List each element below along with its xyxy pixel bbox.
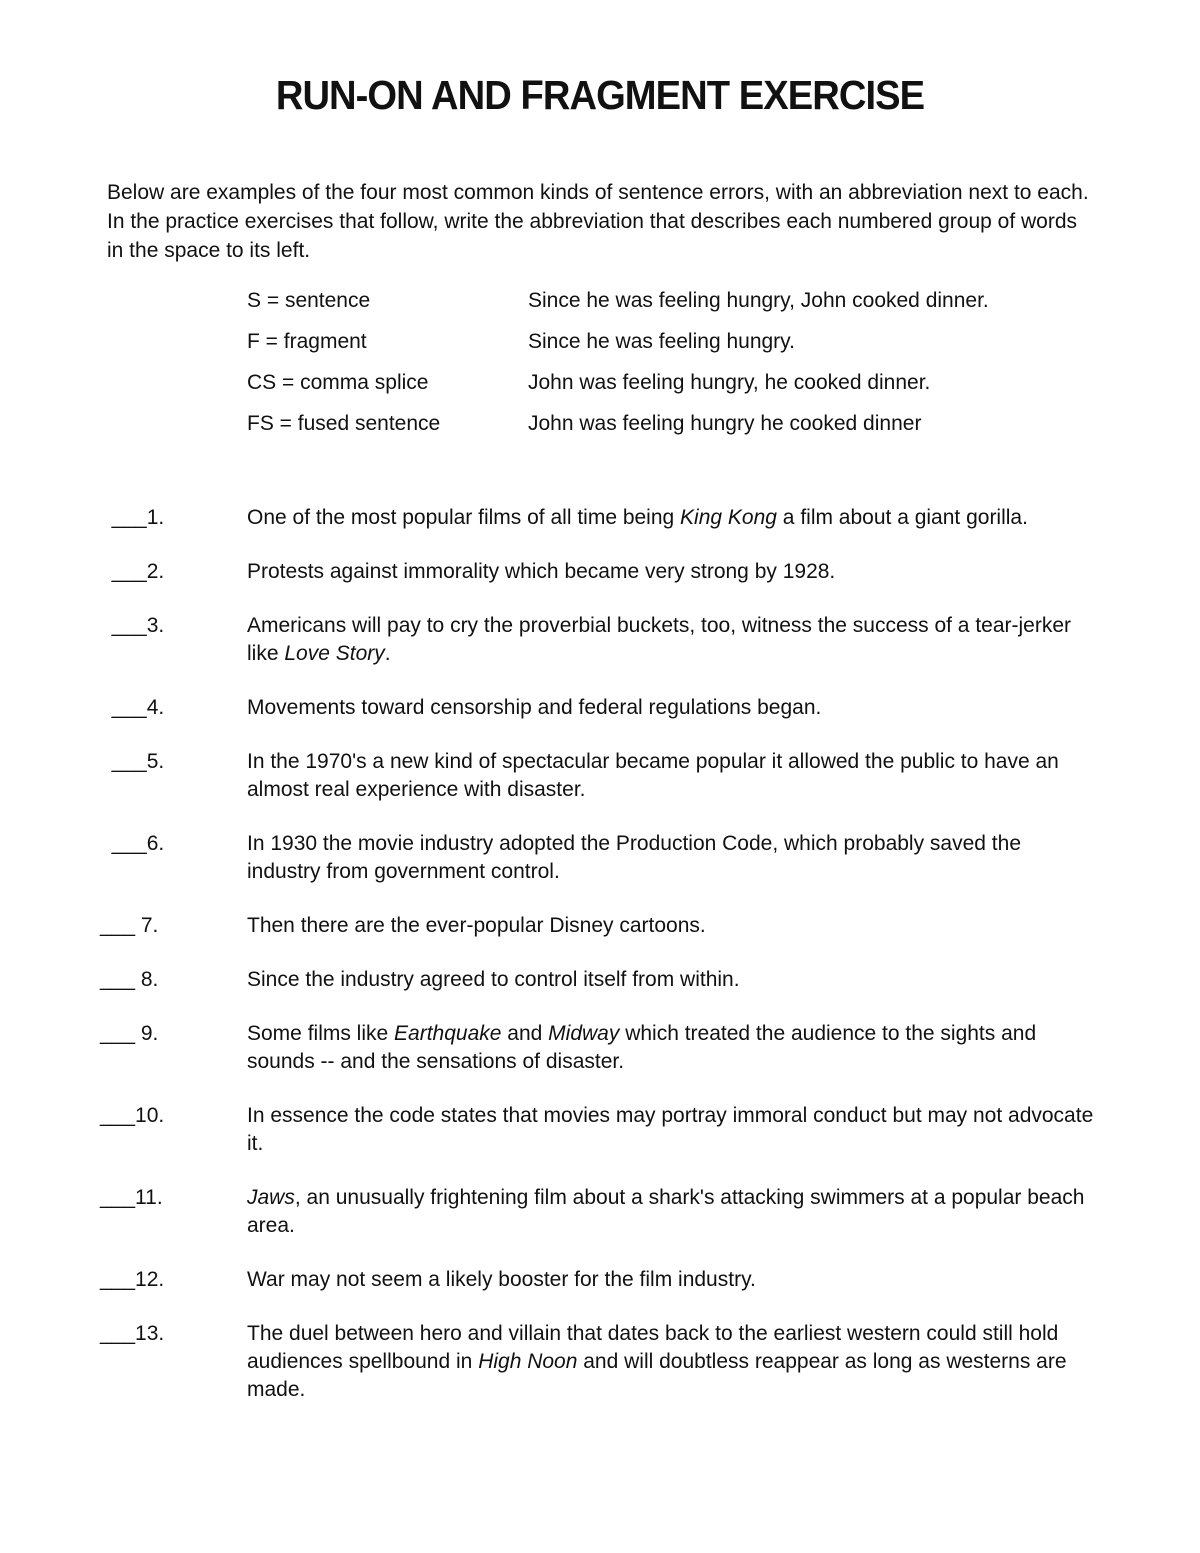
film-title: Earthquake	[394, 1022, 502, 1045]
legend-example: John was feeling hungry he cooked dinner	[528, 412, 922, 435]
legend-row	[247, 368, 1107, 409]
instructions-paragraph: Below are examples of the four most common kinds of sentence errors, with an abbreviation next to each. In the practice exercises that follow, write the abbreviation that describes each numbered group of words in the space to its left.	[107, 181, 1089, 262]
sentence-text: Protests against immorality which became very strong by 1928.	[247, 560, 836, 583]
exercise-item	[100, 1020, 1100, 1076]
film-title: Midway	[548, 1022, 620, 1045]
sentence-text: , an unusually frightening film about a shark's attacking swimmers at a popular beach area.	[247, 1186, 1085, 1237]
exercise-sentence	[247, 1266, 1100, 1294]
legend-row	[247, 409, 1107, 450]
exercise-sentence	[247, 694, 1100, 722]
sentence-text: Then there are the ever-popular Disney cartoons.	[247, 914, 706, 937]
abbreviation-legend	[247, 286, 1107, 450]
legend-abbreviation: F = fragment	[247, 330, 367, 353]
legend-row	[247, 286, 1107, 327]
answer-blank[interactable]: ___1.	[100, 506, 165, 529]
exercise-sentence	[247, 830, 1100, 886]
answer-blank[interactable]: ___ 9.	[100, 1022, 159, 1045]
exercise-item	[100, 612, 1100, 668]
film-title: Love Story	[284, 642, 385, 665]
answer-blank[interactable]: ___10.	[100, 1104, 165, 1127]
legend-abbreviation: CS = comma splice	[247, 371, 429, 394]
legend-abbreviation: FS = fused sentence	[247, 412, 441, 435]
sentence-text: Some films like	[247, 1022, 395, 1045]
film-title: Jaws	[247, 1186, 295, 1209]
exercise-sentence	[247, 1320, 1100, 1404]
sentence-text: In essence the code states that movies may portray immoral conduct but may not advocate it.	[247, 1104, 1094, 1155]
exercise-sentence	[247, 504, 1100, 532]
sentence-text: Since the industry agreed to control itself from within.	[247, 968, 740, 991]
legend-row	[247, 327, 1107, 368]
answer-blank[interactable]: ___3.	[100, 614, 165, 637]
exercise-sentence	[247, 966, 1100, 994]
sentence-text: War may not seem a likely booster for the film industry.	[247, 1268, 756, 1291]
sentence-text: Movements toward censorship and federal regulations began.	[247, 696, 822, 719]
sentence-text: .	[384, 642, 391, 665]
exercise-item	[100, 966, 1100, 994]
answer-blank[interactable]: ___2.	[100, 560, 165, 583]
exercise-sentence	[247, 612, 1100, 668]
exercise-item	[100, 748, 1100, 804]
exercise-item	[100, 1102, 1100, 1158]
answer-blank[interactable]: ___ 7.	[100, 914, 159, 937]
exercise-item	[100, 694, 1100, 722]
exercise-sentence	[247, 1102, 1100, 1158]
answer-blank[interactable]: ___6.	[100, 832, 165, 855]
exercise-sentence	[247, 912, 1100, 940]
sentence-text: a film about a giant gorilla.	[776, 506, 1028, 529]
exercise-item	[100, 830, 1100, 886]
legend-example: Since he was feeling hungry, John cooked dinner.	[528, 289, 989, 312]
sentence-text: Americans will pay to cry the proverbial buckets, too, witness the success of a tear-jerker like	[247, 614, 1072, 665]
film-title: King Kong	[680, 506, 777, 529]
answer-blank[interactable]: ___5.	[100, 750, 165, 773]
exercise-item	[100, 1266, 1100, 1294]
sentence-text: One of the most popular films of all time being	[247, 506, 681, 529]
sentence-text: In the 1970's a new kind of spectacular became popular it allowed the public to have an almost real experience with disaster.	[247, 750, 1059, 801]
legend-example: John was feeling hungry, he cooked dinner.	[528, 371, 931, 394]
legend-example: Since he was feeling hungry.	[528, 330, 795, 353]
sentence-text: and will doubtless reappear as long as westerns are made.	[247, 1350, 1067, 1401]
sentence-text: and	[501, 1022, 549, 1045]
legend-abbreviation: S = sentence	[247, 289, 371, 312]
exercise-item	[100, 504, 1100, 532]
answer-blank[interactable]: ___13.	[100, 1322, 165, 1345]
sentence-text: which treated the audience to the sights and sounds -- and the sensations of disaster.	[247, 1022, 1037, 1073]
exercise-item	[100, 1320, 1100, 1404]
exercise-sentence	[247, 748, 1100, 804]
answer-blank[interactable]: ___11.	[100, 1186, 163, 1209]
answer-blank[interactable]: ___4.	[100, 696, 165, 719]
exercise-item	[100, 558, 1100, 586]
exercise-list	[100, 504, 1100, 1430]
exercise-item	[100, 912, 1100, 940]
exercise-sentence	[247, 1020, 1100, 1076]
exercise-sentence	[247, 558, 1100, 586]
sentence-text: The duel between hero and villain that dates back to the earliest western could still hold audiences spellbound in	[247, 1322, 1059, 1373]
film-title: High Noon	[478, 1350, 578, 1373]
exercise-item	[100, 1184, 1100, 1240]
sentence-text: In 1930 the movie industry adopted the Production Code, which probably saved the industry from government control.	[247, 832, 1021, 883]
exercise-sentence	[247, 1184, 1100, 1240]
answer-blank[interactable]: ___12.	[100, 1268, 165, 1291]
page-title: RUN-ON AND FRAGMENT EXERCISE	[275, 72, 925, 118]
answer-blank[interactable]: ___ 8.	[100, 968, 159, 991]
